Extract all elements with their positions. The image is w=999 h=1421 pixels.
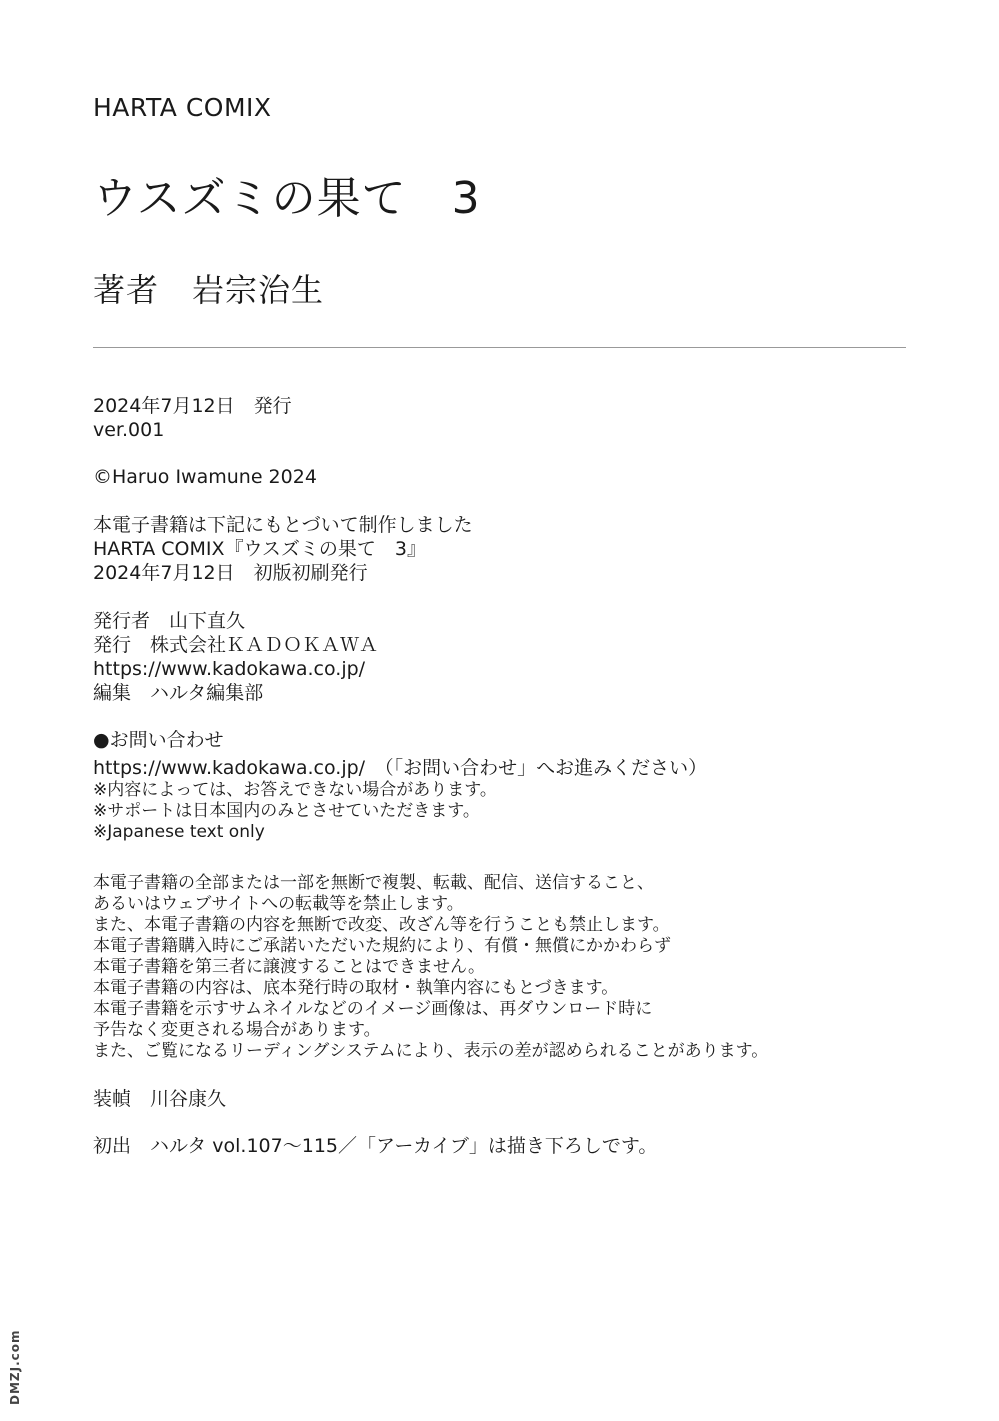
publisher-line: 発行者 山下直久 [93, 610, 246, 632]
author-line: 著者 岩宗治生 [93, 271, 325, 309]
first-appearance: 初出 ハルタ vol.107～115／「アーカイブ」は描き下ろしです。 [93, 1135, 658, 1157]
copyright-block [93, 465, 317, 489]
copyright: ©Haruo Iwamune 2024 [93, 466, 317, 488]
version: ver.001 [93, 419, 165, 441]
legal-block [93, 873, 768, 1062]
book-title: ウスズミの果て 3 [93, 173, 481, 224]
design-credit: 装幀 川谷康久 [93, 1088, 227, 1110]
publisher-line: 発行 株式会社ＫＡＤＯＫＡＷＡ [93, 634, 379, 656]
legal-line: 本電子書籍の内容は、底本発行時の取材・執筆内容にもとづきます。 [93, 978, 619, 998]
legal-line: 本電子書籍を示すサムネイルなどのイメージ画像は、再ダウンロード時に [93, 999, 653, 1019]
legal-line: 本電子書籍の全部または一部を無断で複製、転載、配信、送信すること、 [93, 873, 654, 893]
legal-line: あるいはウェブサイトへの転載等を禁止します。 [93, 894, 464, 914]
legal-line: 本電子書籍を第三者に譲渡することはできません。 [93, 957, 486, 977]
publication-block [93, 394, 292, 442]
legal-line: 本電子書籍購入時にご承諾いただいた規約により、有償・無償にかかわらず [93, 936, 671, 956]
publication-date: 2024年7月12日 発行 [93, 395, 292, 417]
source-info-line: 2024年7月12日 初版初刷発行 [93, 562, 368, 584]
inquiry-note: ※Japanese text only [93, 822, 265, 842]
inquiry-url[interactable]: https://www.kadokawa.co.jp/ （「お問い合わせ」へお進みください） [93, 757, 708, 779]
source-info-line: 本電子書籍は下記にもとづいて制作しました [93, 514, 473, 536]
inquiry-note: ※内容によっては、お答えできない場合があります。 [93, 780, 497, 800]
publisher-url[interactable]: https://www.kadokawa.co.jp/ [93, 658, 366, 680]
publisher-block [93, 609, 378, 705]
inquiry-heading: ●お問い合わせ [93, 729, 224, 751]
series-label: HARTA COMIX [93, 93, 272, 122]
legal-line: また、本電子書籍の内容を無断で改変、改ざん等を行うことも禁止します。 [93, 915, 670, 935]
legal-line: また、ご覧になるリーディングシステムにより、表示の差が認められることがあります。 [93, 1041, 769, 1061]
source-info-line: HARTA COMIX『ウスズミの果て 3』 [93, 538, 427, 560]
divider [93, 347, 906, 348]
publisher-line: 編集 ハルタ編集部 [93, 682, 264, 704]
source-info-block [93, 513, 473, 585]
inquiry-block [93, 728, 707, 843]
legal-line: 予告なく変更される場合があります。 [93, 1020, 381, 1040]
inquiry-note: ※サポートは日本国内のみとさせていただきます。 [93, 801, 480, 821]
watermark-logo: DMZJ.com [8, 1329, 22, 1405]
